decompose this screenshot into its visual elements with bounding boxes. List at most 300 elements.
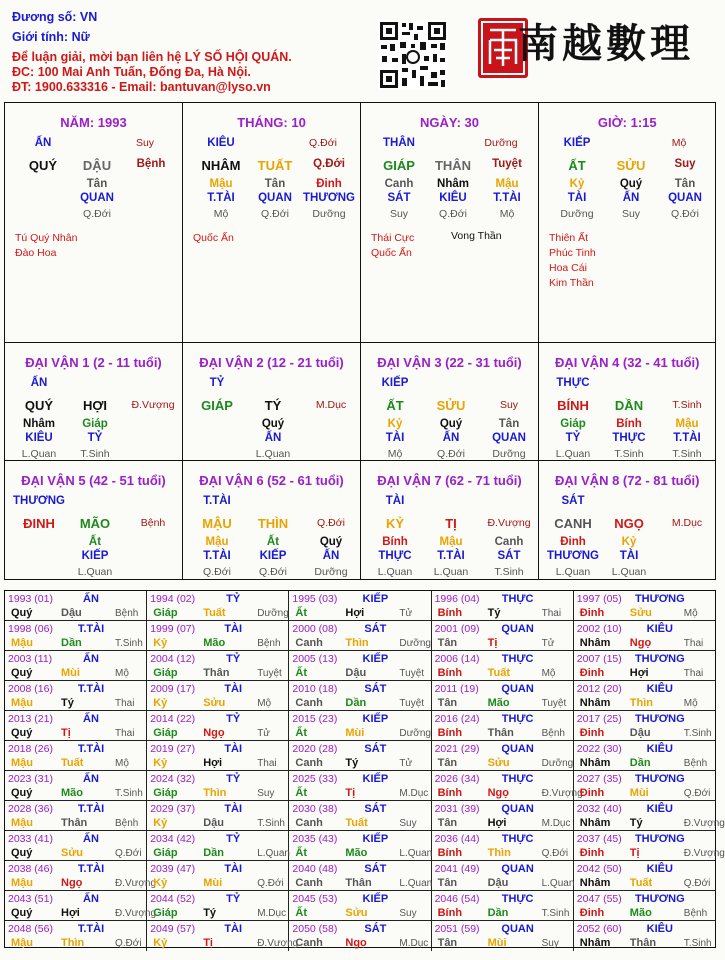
hidden-phase: Mộ <box>213 208 229 220</box>
year-label: 2025 (33) <box>292 773 338 785</box>
year-god: THƯƠNG <box>634 833 685 845</box>
pillar-stem: GIÁP <box>383 158 415 173</box>
year-phase: Đ.Vượng <box>115 878 157 889</box>
hidden-god: TÀI <box>619 550 639 562</box>
year-branch: Dậu <box>629 727 651 739</box>
hidden-god: KIÊU <box>439 192 467 204</box>
year-label: 2045 (53) <box>292 893 338 905</box>
year-cell <box>432 651 574 681</box>
year-branch: Hợi <box>345 607 365 619</box>
pillar-board <box>4 102 716 580</box>
year-stem: Mậu <box>11 637 33 649</box>
hidden-phase: Suy <box>389 208 409 220</box>
hidden-stem: Canh <box>384 178 414 190</box>
year-phase: Tử <box>399 608 413 619</box>
year-label: 2051 (59) <box>434 923 480 935</box>
star-item: Hoa Cái <box>549 262 587 274</box>
year-phase: T.Sinh <box>257 818 285 829</box>
year-stem: Nhâm <box>579 757 611 769</box>
star-item: Kim Thần <box>549 277 594 289</box>
luck-god: THỰC <box>556 377 590 389</box>
luck-god: THƯƠNG <box>13 495 65 507</box>
year-god: ẤN <box>83 713 99 725</box>
year-stem: Mậu <box>11 757 33 769</box>
year-god: TỶ <box>226 593 241 605</box>
year-branch: Tý <box>487 607 501 619</box>
year-label: 2029 (37) <box>150 803 196 815</box>
year-god: TÀI <box>224 743 243 755</box>
header-line: Để luận giải, mời bạn liên hệ LÝ SỐ HỘI QUÁN. <box>12 50 292 64</box>
hidden-god: KIÊU <box>25 432 53 444</box>
pillar-cell <box>5 343 183 461</box>
luck-branch: TỊ <box>445 516 457 531</box>
year-stem: Ất <box>295 727 307 739</box>
hidden-god: T.TÀI <box>203 550 231 562</box>
hidden-god: SÁT <box>497 550 521 562</box>
year-branch: Ngọ <box>61 877 83 889</box>
year-stem: Canh <box>295 697 323 709</box>
year-cell <box>147 831 289 861</box>
luck-branch: THÌN <box>257 516 289 531</box>
year-cell <box>289 591 431 621</box>
year-cell <box>289 921 431 951</box>
year-god: KIẾP <box>362 893 389 905</box>
luck-stem: BÍNH <box>557 398 589 413</box>
year-branch: Tuất <box>345 817 368 829</box>
year-stem: Quý <box>11 607 33 619</box>
hidden-phase: Q.Đới <box>259 566 287 578</box>
year-branch: Tuất <box>61 757 84 769</box>
year-stem: Nhâm <box>579 877 611 889</box>
year-label: 2003 (11) <box>8 653 53 665</box>
year-cell <box>574 831 725 861</box>
hidden-god: TÀI <box>385 432 405 444</box>
hidden-phase: Mộ <box>387 448 403 460</box>
hidden-god: THƯƠNG <box>547 550 599 562</box>
year-label: 2015 (23) <box>292 713 338 725</box>
star-item: Quốc Ấn <box>371 247 412 259</box>
year-cell <box>5 591 147 621</box>
year-cell <box>574 621 716 651</box>
year-god: ẤN <box>83 893 99 905</box>
hidden-phase: Q.Đới <box>203 566 231 578</box>
hidden-god: ẤN <box>322 550 340 562</box>
year-branch: Dậu <box>61 607 82 619</box>
year-phase: Tử <box>399 758 413 769</box>
year-branch: Hợi <box>629 667 649 679</box>
year-stem: Tân <box>437 637 458 649</box>
year-label: 2020 (28) <box>292 743 338 755</box>
year-cell <box>147 651 289 681</box>
year-cell <box>289 681 431 711</box>
year-cell <box>289 621 431 651</box>
pillar-title: THÁNG: 10 <box>237 115 306 130</box>
year-phase: Thai <box>115 698 135 709</box>
year-god: SÁT <box>364 623 387 635</box>
year-branch: Thìn <box>345 637 369 649</box>
year-label: 2018 (26) <box>8 743 53 755</box>
year-label: 1998 (06) <box>8 623 53 635</box>
pillar-cell <box>539 103 716 343</box>
year-phase: Mộ <box>115 758 129 769</box>
year-stem: Canh <box>295 757 323 769</box>
star-item: Đào Hoa <box>15 247 57 259</box>
hidden-phase: T.Sinh <box>672 448 702 460</box>
year-god: SÁT <box>364 803 387 815</box>
luck-title: ĐẠI VẬN 5 (42 - 51 tuổi) <box>21 473 166 488</box>
year-god: KIÊU <box>646 623 673 635</box>
luck-title: ĐẠI VẬN 4 (32 - 41 tuổi) <box>555 355 700 370</box>
year-label: 2048 (56) <box>8 923 53 935</box>
year-god: TÀI <box>224 623 243 635</box>
year-branch: Dậu <box>345 667 367 679</box>
year-phase: Đ.Vượng <box>115 908 157 919</box>
year-god: TỶ <box>226 653 241 665</box>
year-god: TỶ <box>226 713 241 725</box>
year-phase: Tuyệt <box>399 668 425 679</box>
year-branch: Sửu <box>629 607 652 619</box>
year-stem: Đinh <box>579 607 605 619</box>
year-branch: Thìn <box>629 697 654 709</box>
year-stem: Bính <box>437 787 463 799</box>
year-label: 2016 (24) <box>434 713 480 725</box>
year-branch: Mão <box>203 637 226 649</box>
hidden-stem: Mậu <box>205 536 229 548</box>
year-stem: Tân <box>437 817 458 829</box>
year-god: KIẾP <box>362 833 389 845</box>
hidden-god: QUAN <box>492 432 526 444</box>
year-phase: Suy <box>399 818 417 829</box>
year-stem: Mậu <box>11 817 33 829</box>
year-branch: Ngọ <box>629 637 652 649</box>
year-phase: L.Quan <box>541 878 575 889</box>
luck-phase: Đ.Vượng <box>487 517 531 529</box>
year-label: 2049 (57) <box>150 923 196 935</box>
pillar-top-god: KIẾP <box>563 137 591 149</box>
year-branch: Thìn <box>203 787 227 799</box>
year-branch: Thân <box>345 877 372 889</box>
pillar-branch: TUẤT <box>257 158 293 173</box>
year-god: ẤN <box>83 833 99 845</box>
pillar-top-phase: Q.Đới <box>309 137 337 149</box>
year-stem: Bính <box>437 667 463 679</box>
year-branch: Dậu <box>203 817 224 829</box>
year-branch: Tý <box>345 757 359 769</box>
year-phase: Mộ <box>683 608 698 619</box>
year-stem: Giáp <box>153 727 178 739</box>
year-stem: Đinh <box>579 787 605 799</box>
year-branch: Mùi <box>345 727 365 739</box>
luck-phase: M.Dục <box>315 399 347 411</box>
year-cell <box>574 591 716 621</box>
year-cell <box>432 921 574 951</box>
year-god: KIÊU <box>646 743 673 755</box>
header-line: ĐC: 100 Mai Anh Tuấn, Đống Đa, Hà Nội. <box>12 65 251 79</box>
luck-branch: TÝ <box>264 398 282 413</box>
year-god: T.TÀI <box>77 863 105 875</box>
year-stem: Tân <box>437 877 458 889</box>
year-branch: Tý <box>61 697 74 709</box>
hidden-god: ẤN <box>622 192 640 204</box>
year-god: ẤN <box>83 773 99 785</box>
year-stem: Ất <box>295 607 307 619</box>
year-stem: Ất <box>295 907 307 919</box>
year-branch: Dần <box>345 697 367 709</box>
year-stem: Ất <box>295 787 307 799</box>
year-god: THỰC <box>501 653 534 665</box>
year-cell <box>574 771 716 801</box>
year-cell <box>574 861 716 891</box>
hidden-god: THỰC <box>378 550 412 562</box>
year-label: 2012 (20) <box>576 683 622 695</box>
luck-stem: KỶ <box>385 516 405 531</box>
pillar-phase: Q.Đới <box>313 158 345 170</box>
year-stem: Quý <box>11 907 33 919</box>
year-phase: Mộ <box>257 698 272 709</box>
qr-code-icon[interactable] <box>378 20 448 90</box>
hidden-stem: Mậu <box>439 536 463 548</box>
year-stem: Đinh <box>579 727 605 739</box>
hidden-stem: Đinh <box>560 536 586 548</box>
year-stem: Kỷ <box>153 697 168 709</box>
luck-god: TỶ <box>209 377 225 389</box>
year-label: 2028 (36) <box>8 803 53 815</box>
year-phase: M.Dục <box>257 908 287 919</box>
year-branch: Mão <box>487 697 510 709</box>
year-label: 2002 (10) <box>576 623 622 635</box>
year-phase: Bệnh <box>115 818 139 829</box>
year-phase: Mộ <box>115 668 129 679</box>
year-label: 2001 (09) <box>434 623 480 635</box>
year-stem: Canh <box>295 937 323 949</box>
year-cell <box>574 681 716 711</box>
year-stem: Quý <box>11 727 33 739</box>
year-stem: Ất <box>295 667 307 679</box>
year-branch: Mão <box>629 907 652 919</box>
year-god: SÁT <box>364 683 387 695</box>
year-cell <box>432 741 574 771</box>
year-phase: Bệnh <box>257 638 281 649</box>
luck-phase: Suy <box>499 399 519 411</box>
pillar-cell <box>5 461 183 579</box>
hidden-stem: Nhâm <box>437 178 469 190</box>
year-god: QUAN <box>501 803 534 815</box>
year-cell <box>147 921 299 951</box>
year-cell <box>574 711 716 741</box>
year-stem: Đinh <box>579 667 605 679</box>
year-branch: Tuất <box>629 877 653 889</box>
year-branch: Sửu <box>487 757 510 769</box>
year-label: 2019 (27) <box>150 743 196 755</box>
year-label: 2035 (43) <box>292 833 338 845</box>
year-cell <box>5 831 147 861</box>
year-god: THƯƠNG <box>634 773 685 785</box>
year-phase: Bệnh <box>683 758 708 769</box>
hidden-phase: Dưỡng <box>492 448 526 460</box>
year-cell <box>5 861 157 891</box>
year-phase: Thai <box>257 758 277 769</box>
year-stem: Tân <box>437 697 458 709</box>
year-branch: Ngọ <box>203 727 225 739</box>
hidden-god: KIẾP <box>259 550 287 562</box>
year-phase: Suy <box>541 938 559 949</box>
luck-branch: MÃO <box>79 516 111 531</box>
year-god: TÀI <box>224 923 243 935</box>
year-phase: Mộ <box>541 668 556 679</box>
year-stem: Nhâm <box>579 637 611 649</box>
year-cell <box>147 861 289 891</box>
year-god: THỰC <box>501 833 534 845</box>
year-phase: Đ.Vượng <box>683 818 725 829</box>
hidden-stem: Kỷ <box>621 536 637 548</box>
year-stem: Quý <box>11 847 33 859</box>
hidden-stem: Mậu <box>209 178 233 190</box>
year-label: 2037 (45) <box>576 833 622 845</box>
year-cell <box>289 861 431 891</box>
star-item: Thiên Ất <box>549 232 589 244</box>
year-cell <box>5 741 147 771</box>
year-label: 2000 (08) <box>292 623 338 635</box>
hidden-phase: Dưỡng <box>314 566 348 578</box>
hidden-phase: T.Sinh <box>494 566 524 578</box>
pillar-top-phase: Mộ <box>671 137 687 149</box>
year-cell <box>5 921 147 951</box>
year-branch: Thân <box>203 667 230 679</box>
year-label: 2007 (15) <box>576 653 622 665</box>
brand-logo: 南越數理 <box>518 20 694 67</box>
year-stem: Quý <box>11 787 33 799</box>
year-cell <box>5 891 157 921</box>
year-stem: Bính <box>437 727 463 739</box>
year-god: T.TÀI <box>77 683 105 695</box>
year-stem: Đinh <box>579 847 605 859</box>
year-god: THỰC <box>501 593 534 605</box>
luck-god: TÀI <box>385 495 405 507</box>
hidden-phase: T.Sinh <box>80 448 110 460</box>
year-phase: Tuyệt <box>541 698 567 709</box>
hidden-god: T.TÀI <box>207 192 235 204</box>
star-item: Quốc Ấn <box>193 232 234 244</box>
year-stem: Nhâm <box>579 817 611 829</box>
hidden-phase: Suy <box>621 208 641 220</box>
year-cell <box>432 591 574 621</box>
pillar-branch: SỬU <box>616 158 646 173</box>
year-label: 2032 (40) <box>576 803 622 815</box>
pillar-phase: Bệnh <box>136 158 166 170</box>
luck-stem: GIÁP <box>201 398 233 413</box>
header-line: Đương số: VN <box>12 10 98 24</box>
year-phase: L.Quan <box>399 878 433 889</box>
year-cell <box>432 621 574 651</box>
year-phase: Mộ <box>683 698 698 709</box>
pillar-cell <box>183 461 361 579</box>
year-god: THỰC <box>501 713 534 725</box>
year-phase: T.Sinh <box>115 788 143 799</box>
year-stem: Đinh <box>579 907 605 919</box>
hidden-god: QUAN <box>258 192 292 204</box>
year-label: 2046 (54) <box>434 893 480 905</box>
year-phase: Thai <box>683 668 704 679</box>
hidden-phase: Dưỡng <box>560 208 594 220</box>
year-label: 2030 (38) <box>292 803 338 815</box>
pillar-top-phase: Suy <box>135 137 155 149</box>
year-label: 2044 (52) <box>150 893 196 905</box>
year-phase: T.Sinh <box>683 938 712 949</box>
year-label: 2027 (35) <box>576 773 622 785</box>
year-stem: Canh <box>295 877 323 889</box>
year-cell <box>432 711 574 741</box>
year-label: 2024 (32) <box>150 773 196 785</box>
year-stem: Giáp <box>153 787 178 799</box>
year-stem: Bính <box>437 847 463 859</box>
pillar-top-god: ẤN <box>34 137 52 149</box>
year-cell <box>432 801 574 831</box>
pillar-phase: Tuyệt <box>492 158 522 170</box>
year-stem: Kỷ <box>153 817 168 829</box>
year-god: QUAN <box>501 623 534 635</box>
luck-god: KIẾP <box>381 377 409 389</box>
hidden-stem: Tân <box>498 418 520 430</box>
hidden-stem: Tân <box>86 178 108 190</box>
year-cell <box>574 921 716 951</box>
year-branch: Thìn <box>61 937 85 949</box>
hidden-stem: Kỷ <box>387 418 403 430</box>
hidden-stem: Tân <box>264 178 286 190</box>
pillar-title: NGÀY: 30 <box>420 115 479 130</box>
year-phase: Bệnh <box>541 728 565 739</box>
hidden-stem: Quý <box>439 418 463 430</box>
year-god: THỰC <box>501 893 534 905</box>
hidden-phase: Q.Đới <box>83 208 111 220</box>
year-label: 1994 (02) <box>150 593 196 605</box>
pillar-phase: Suy <box>674 158 696 170</box>
year-stem: Mậu <box>11 697 33 709</box>
hidden-stem: Giáp <box>560 418 586 430</box>
year-label: 2006 (14) <box>434 653 480 665</box>
year-god: KIẾP <box>362 713 389 725</box>
year-cell <box>432 681 574 711</box>
year-label: 1997 (05) <box>576 593 622 605</box>
luck-phase: Đ.Vượng <box>131 399 175 411</box>
header-line: ĐT: 1900.633316 - Email: bantuvan@lyso.vn <box>12 80 271 94</box>
year-god: TỶ <box>226 893 241 905</box>
year-branch: Dậu <box>487 877 509 889</box>
year-god: TÀI <box>224 803 243 815</box>
year-branch: Tị <box>345 787 356 799</box>
hidden-stem: Mậu <box>675 418 699 430</box>
pillar-stem: QUÝ <box>28 158 58 173</box>
year-label: 1996 (04) <box>434 593 480 605</box>
year-cell <box>574 741 716 771</box>
year-label: 2050 (58) <box>292 923 338 935</box>
hidden-phase: L.Quan <box>21 448 57 460</box>
pillar-top-god: KIÊU <box>207 137 235 149</box>
year-cell <box>289 651 431 681</box>
year-branch: Dần <box>629 757 651 769</box>
year-branch: Ngọ <box>345 937 367 949</box>
year-god: T.TÀI <box>77 923 105 935</box>
year-phase: Suy <box>257 788 275 799</box>
year-phase: Dưỡng <box>399 728 431 739</box>
year-branch: Mão <box>345 847 368 859</box>
year-stem: Nhâm <box>579 937 611 949</box>
luck-phase: Bệnh <box>140 517 166 529</box>
year-cell <box>289 741 431 771</box>
year-phase: Q.Đới <box>115 938 142 949</box>
year-label: 2017 (25) <box>576 713 622 725</box>
year-label: 2023 (31) <box>8 773 53 785</box>
year-god: T.TÀI <box>77 803 105 815</box>
